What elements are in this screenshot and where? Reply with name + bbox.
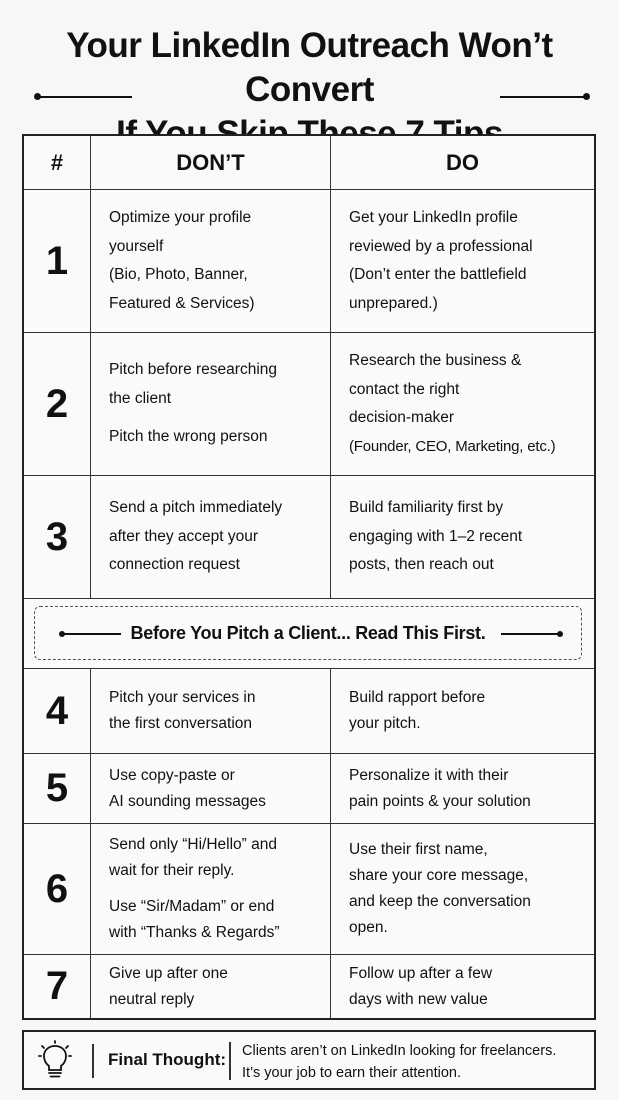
banner-text: Before You Pitch a Client... Read This First. bbox=[130, 622, 486, 643]
do-text-line: decision-maker bbox=[349, 409, 455, 426]
do-cell bbox=[331, 190, 594, 332]
do-text-line: (Founder, CEO, Marketing, etc.) bbox=[349, 437, 556, 455]
do-text-line: days with new value bbox=[349, 990, 488, 1008]
tips-table bbox=[22, 134, 596, 1020]
dont-text-line: yourself bbox=[109, 237, 164, 255]
row-number bbox=[24, 754, 91, 823]
do-text-line: Research the business & bbox=[349, 352, 522, 369]
do-text-line: reviewed by a professional bbox=[349, 237, 533, 255]
do-text-line: Build rapport before bbox=[349, 689, 486, 706]
do-text-line: (Don’t enter the battlefield bbox=[349, 266, 527, 283]
banner-row bbox=[24, 599, 594, 669]
dont-text-line: Optimize your profile bbox=[109, 209, 252, 226]
dont-cell bbox=[91, 955, 331, 1018]
final-thought-label: Final Thought: bbox=[108, 1050, 227, 1069]
dont-text-line: Pitch before researching bbox=[109, 361, 278, 379]
do-text-line: Use their first name, bbox=[349, 841, 488, 858]
do-cell bbox=[331, 754, 594, 823]
dont-text-line: the client bbox=[109, 389, 172, 407]
do-text-line: Follow up after a few bbox=[349, 964, 493, 982]
do-text-line: share your core message, bbox=[349, 867, 529, 884]
dont-text-line: Use “Sir/Madam” or end bbox=[109, 898, 275, 915]
col-header-number: # bbox=[24, 136, 91, 189]
final-thought-box bbox=[22, 1030, 596, 1090]
row-number bbox=[24, 669, 91, 753]
do-text-line: pain points & your solution bbox=[349, 792, 531, 810]
do-text-line: unprepared.) bbox=[349, 294, 438, 312]
dont-cell bbox=[91, 190, 331, 332]
table-row-4 bbox=[24, 669, 594, 754]
col-header-dont bbox=[91, 136, 331, 189]
dont-text-line: Use copy-paste or bbox=[109, 766, 235, 784]
dont-text-line: (Bio, Photo, Banner, bbox=[109, 266, 248, 283]
dont-text-line: AI sounding messages bbox=[109, 792, 266, 810]
dont-cell bbox=[91, 754, 331, 823]
table-row-3 bbox=[24, 476, 594, 599]
row-number bbox=[24, 824, 91, 954]
do-text-line: open. bbox=[349, 919, 388, 936]
table-row-2 bbox=[24, 333, 594, 476]
final-thought-line-1: Clients aren’t on LinkedIn looking for freelancers. bbox=[242, 1043, 557, 1059]
dont-cell bbox=[91, 824, 331, 954]
do-cell bbox=[331, 669, 594, 753]
row-number-text: 1 bbox=[45, 238, 69, 283]
row-number bbox=[24, 333, 91, 475]
title-right-rule bbox=[500, 96, 586, 98]
dont-text-line: Send a pitch immediately bbox=[109, 499, 283, 517]
dont-text-line: wait for their reply. bbox=[109, 862, 235, 879]
footer-divider bbox=[229, 1042, 231, 1080]
dont-text-line: Give up after one bbox=[109, 964, 228, 982]
col-header-dont-text: DON’T bbox=[176, 149, 245, 175]
do-text-line: contact the right bbox=[349, 380, 460, 398]
dont-text-line: connection request bbox=[109, 556, 240, 574]
do-cell bbox=[331, 955, 594, 1018]
dont-text-line: Pitch the wrong person bbox=[109, 428, 268, 446]
do-text-line: Get your LinkedIn profile bbox=[349, 209, 518, 226]
dont-text-line: Featured & Services) bbox=[109, 294, 255, 312]
row-number-text: 6 bbox=[45, 866, 69, 911]
row-number-text: 4 bbox=[45, 688, 69, 733]
do-text-line: posts, then reach out bbox=[349, 556, 494, 574]
do-text-line: engaging with 1–2 recent bbox=[349, 527, 523, 545]
table-row-5 bbox=[24, 754, 594, 824]
dont-cell bbox=[91, 333, 331, 475]
dont-text-line: Pitch your services in bbox=[109, 689, 256, 706]
lightbulb-icon bbox=[38, 1040, 72, 1082]
final-thought-text bbox=[242, 1040, 556, 1084]
banner-right-dot bbox=[557, 631, 563, 637]
title-right-dot bbox=[583, 93, 590, 100]
do-cell bbox=[331, 476, 594, 598]
col-header-do-text: DO bbox=[446, 149, 479, 175]
do-text-line: your pitch. bbox=[349, 715, 421, 732]
dont-cell bbox=[91, 476, 331, 598]
row-number bbox=[24, 955, 91, 1018]
do-text-line: Build familiarity first by bbox=[349, 499, 504, 517]
table-row-6 bbox=[24, 824, 594, 955]
row-number-text: 3 bbox=[45, 514, 69, 559]
dont-text-line: the first conversation bbox=[109, 715, 253, 732]
row-number bbox=[24, 190, 91, 332]
final-thought-line-2: It’s your job to earn their attention. bbox=[242, 1065, 461, 1081]
row-number-text: 2 bbox=[45, 381, 69, 426]
table-row-7 bbox=[24, 955, 594, 1018]
title-left-rule bbox=[40, 96, 132, 98]
dont-text-line: with “Thanks & Regards” bbox=[109, 924, 280, 941]
do-cell bbox=[331, 333, 594, 475]
dont-text-line: Send only “Hi/Hello” and bbox=[109, 836, 278, 853]
do-cell bbox=[331, 824, 594, 954]
banner-left-rule bbox=[63, 633, 121, 635]
table-header-row bbox=[24, 136, 594, 190]
row-number bbox=[24, 476, 91, 598]
dont-cell bbox=[91, 669, 331, 753]
row-number-text: 5 bbox=[45, 766, 69, 810]
banner-right-rule bbox=[501, 633, 559, 635]
section-banner bbox=[34, 606, 582, 660]
row-number-text: 7 bbox=[45, 964, 69, 1008]
do-text-line: Personalize it with their bbox=[349, 766, 509, 784]
title-line-1: Your LinkedIn Outreach Won’t Convert bbox=[66, 26, 553, 109]
table-row-1 bbox=[24, 190, 594, 333]
do-text-line: and keep the conversation bbox=[349, 893, 531, 910]
footer-divider bbox=[92, 1044, 94, 1078]
col-header-do bbox=[331, 136, 594, 189]
dont-text-line: neutral reply bbox=[109, 990, 195, 1008]
dont-text-line: after they accept your bbox=[109, 527, 259, 545]
